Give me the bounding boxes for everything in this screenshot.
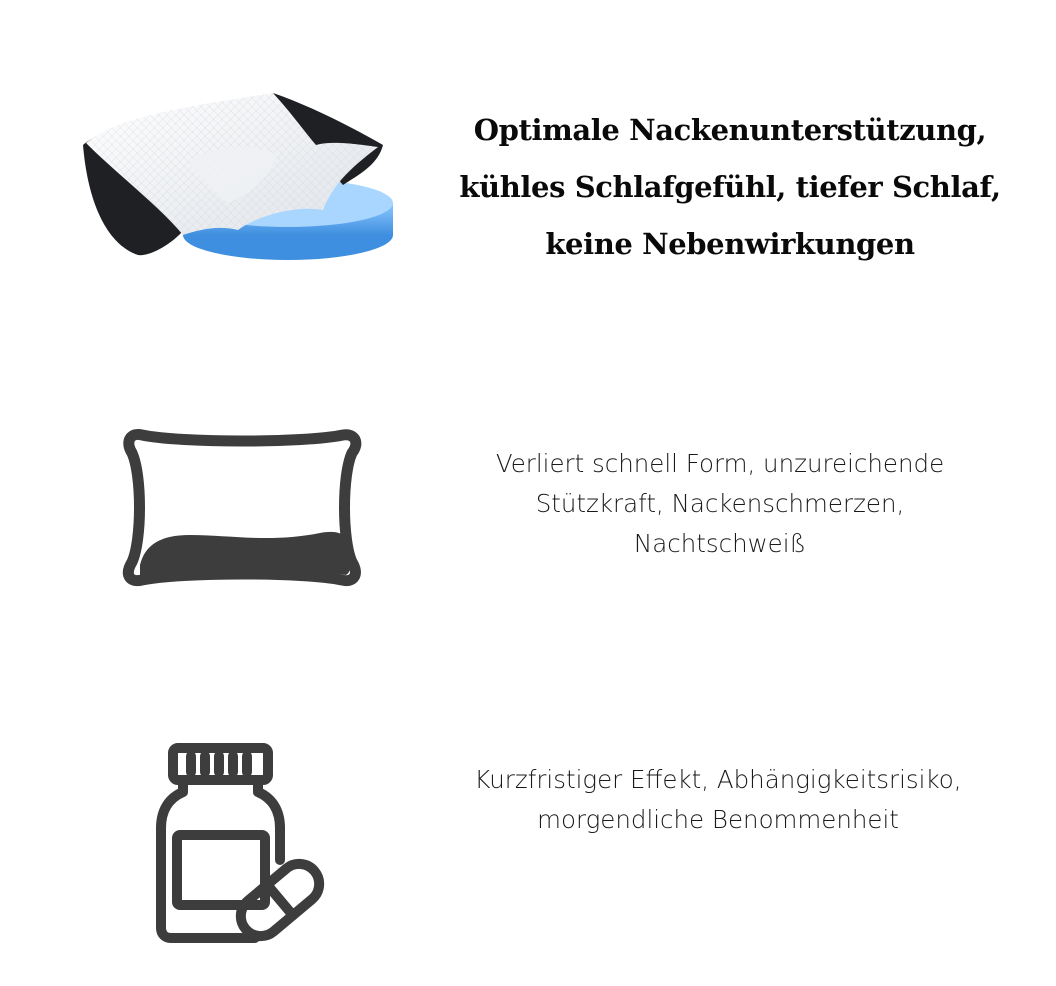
headline-ergonomic-pillow xyxy=(430,102,1030,273)
description-line: Nachtschweiß xyxy=(633,529,807,558)
description-regular-pillow xyxy=(440,444,1000,564)
description-line: Stützkraft, Nackenschmerzen, xyxy=(535,489,905,518)
headline-line: keine Nebenwirkungen xyxy=(545,227,915,261)
description-line: morgendliche Benommenheit xyxy=(537,805,899,834)
headline-line: Optimale Nackenunterstützung, xyxy=(473,113,987,147)
row-ergonomic-pillow xyxy=(0,0,1056,300)
headline-line: kühles Schlafgefühl, tiefer Schlaf, xyxy=(459,170,1001,204)
description-sleeping-pills xyxy=(440,760,996,840)
pillow-icon xyxy=(120,425,365,590)
row-sleeping-pills xyxy=(0,720,1056,950)
description-line: Kurzfristiger Effekt, Abhängigkeitsrisiko, xyxy=(474,765,962,794)
row-regular-pillow xyxy=(0,400,1056,620)
pill-bottle-icon xyxy=(155,740,335,950)
ergonomic-pillow-image xyxy=(78,85,398,265)
description-line: Verliert schnell Form, unzureichende xyxy=(495,449,945,478)
